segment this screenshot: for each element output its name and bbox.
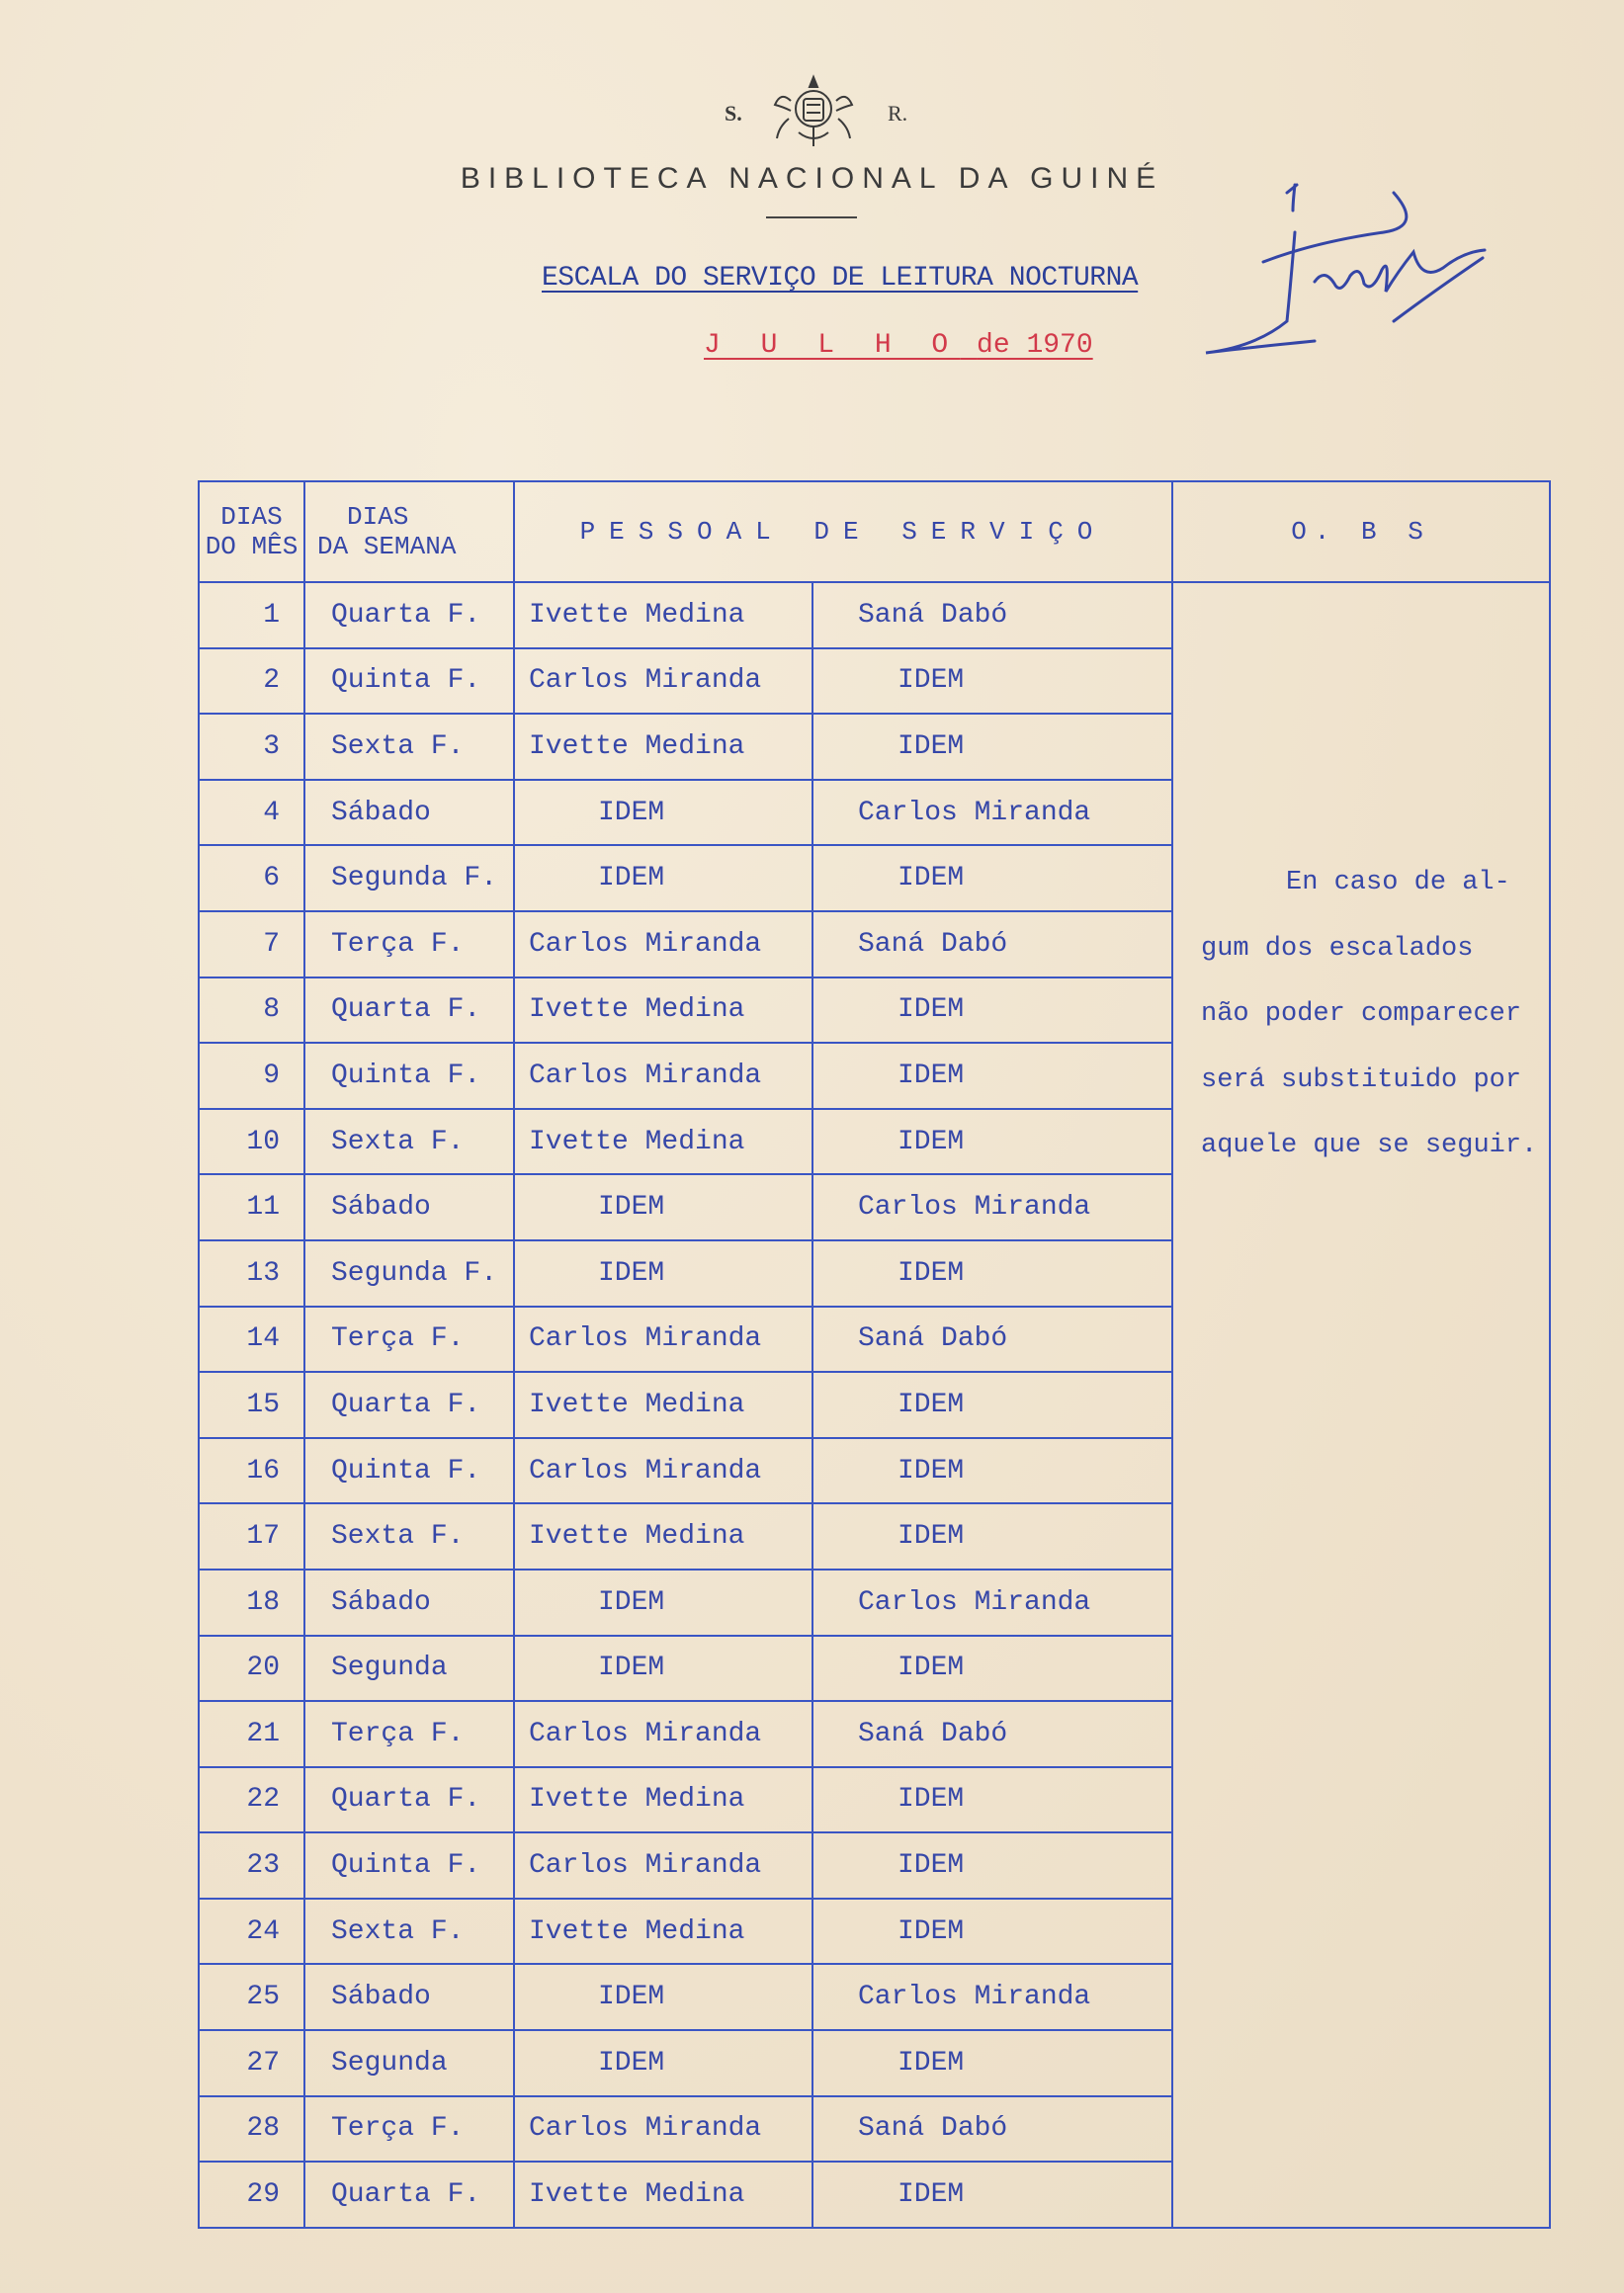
day-of-month: 18 (199, 1570, 304, 1636)
staff-second: IDEM (812, 1240, 1172, 1307)
staff-first: Ivette Medina (514, 1372, 812, 1438)
staff-second: IDEM (812, 1636, 1172, 1702)
staff-first: Carlos Miranda (514, 648, 812, 715)
staff-first: Ivette Medina (514, 1503, 812, 1570)
weekday: Terça F. (304, 2096, 514, 2163)
weekday: Sábado (304, 780, 514, 846)
staff-first: Carlos Miranda (514, 1438, 812, 1504)
staff-second: IDEM (812, 2162, 1172, 2228)
table-header-row (199, 481, 1550, 582)
weekday: Quarta F. (304, 582, 514, 648)
staff-first: IDEM (514, 2030, 812, 2096)
header-dias-da-semana: DIAS DA SEMANA (304, 481, 514, 582)
day-of-month: 29 (199, 2162, 304, 2228)
day-of-month: 13 (199, 1240, 304, 1307)
weekday: Quarta F. (304, 977, 514, 1044)
weekday: Sexta F. (304, 1109, 514, 1175)
header-divider (766, 216, 857, 218)
weekday: Terça F. (304, 911, 514, 977)
staff-first: Carlos Miranda (514, 911, 812, 977)
schedule-table (198, 480, 1551, 2229)
weekday: Segunda F. (304, 1240, 514, 1307)
staff-second: IDEM (812, 2030, 1172, 2096)
month-name: J U L H O (704, 330, 961, 361)
staff-second: Saná Dabó (812, 2096, 1172, 2163)
day-of-month: 1 (199, 582, 304, 648)
coat-of-arms-icon (771, 71, 856, 148)
weekday: Segunda F. (304, 845, 514, 911)
staff-second: IDEM (812, 1767, 1172, 1833)
staff-first: Ivette Medina (514, 714, 812, 780)
weekday: Quinta F. (304, 1438, 514, 1504)
staff-first: Carlos Miranda (514, 1307, 812, 1373)
staff-second: IDEM (812, 648, 1172, 715)
handwritten-signature (1196, 173, 1493, 371)
staff-first: Carlos Miranda (514, 1832, 812, 1899)
weekday: Quinta F. (304, 1043, 514, 1109)
staff-second: Saná Dabó (812, 1307, 1172, 1373)
staff-second: IDEM (812, 1438, 1172, 1504)
staff-first: Carlos Miranda (514, 1701, 812, 1767)
weekday: Quarta F. (304, 2162, 514, 2228)
day-of-month: 11 (199, 1174, 304, 1240)
weekday: Quarta F. (304, 1767, 514, 1833)
staff-first: IDEM (514, 780, 812, 846)
month-heading (704, 330, 1093, 361)
staff-first: IDEM (514, 1964, 812, 2030)
obs-line: gum dos escalados (1201, 933, 1474, 964)
weekday: Quarta F. (304, 1372, 514, 1438)
day-of-month: 23 (199, 1832, 304, 1899)
weekday: Sábado (304, 1174, 514, 1240)
staff-first: Ivette Medina (514, 1109, 812, 1175)
weekday: Sexta F. (304, 1503, 514, 1570)
staff-first: Ivette Medina (514, 1899, 812, 1965)
staff-second: IDEM (812, 1043, 1172, 1109)
staff-second: IDEM (812, 1832, 1172, 1899)
day-of-month: 4 (199, 780, 304, 846)
staff-first: Carlos Miranda (514, 2096, 812, 2163)
day-of-month: 7 (199, 911, 304, 977)
staff-first: Ivette Medina (514, 1767, 812, 1833)
staff-first: IDEM (514, 1174, 812, 1240)
day-of-month: 2 (199, 648, 304, 715)
weekday: Segunda (304, 1636, 514, 1702)
staff-first: IDEM (514, 845, 812, 911)
staff-first: Ivette Medina (514, 2162, 812, 2228)
weekday: Quinta F. (304, 648, 514, 715)
weekday: Sexta F. (304, 1899, 514, 1965)
weekday: Quinta F. (304, 1832, 514, 1899)
library-name: BIBLIOTECA NACIONAL DA GUINÉ (460, 162, 1164, 195)
staff-second: IDEM (812, 845, 1172, 911)
staff-first: Carlos Miranda (514, 1043, 812, 1109)
day-of-month: 21 (199, 1701, 304, 1767)
day-of-month: 28 (199, 2096, 304, 2163)
staff-first: Ivette Medina (514, 977, 812, 1044)
staff-second: Saná Dabó (812, 911, 1172, 977)
day-of-month: 15 (199, 1372, 304, 1438)
day-of-month: 8 (199, 977, 304, 1044)
day-of-month: 20 (199, 1636, 304, 1702)
day-of-month: 27 (199, 2030, 304, 2096)
day-of-month: 14 (199, 1307, 304, 1373)
day-of-month: 17 (199, 1503, 304, 1570)
header-pessoal: PESSOAL DE SERVIÇO (514, 481, 1172, 582)
day-of-month: 6 (199, 845, 304, 911)
weekday: Terça F. (304, 1307, 514, 1373)
staff-second: Saná Dabó (812, 582, 1172, 648)
staff-second: Saná Dabó (812, 1701, 1172, 1767)
day-of-month: 3 (199, 714, 304, 780)
weekday: Sexta F. (304, 714, 514, 780)
weekday: Segunda (304, 2030, 514, 2096)
staff-first: IDEM (514, 1240, 812, 1307)
obs-line: aquele que se seguir. (1201, 1131, 1538, 1160)
staff-second: Carlos Miranda (812, 1174, 1172, 1240)
day-of-month: 9 (199, 1043, 304, 1109)
month-year: de 1970 (977, 330, 1093, 361)
weekday: Sábado (304, 1964, 514, 2030)
emblem-row (0, 71, 1624, 150)
staff-second: IDEM (812, 714, 1172, 780)
obs-line: En caso de al- (1286, 868, 1510, 897)
day-of-month: 16 (199, 1438, 304, 1504)
staff-second: Carlos Miranda (812, 1964, 1172, 2030)
staff-second: IDEM (812, 1503, 1172, 1570)
obs-note (1201, 850, 1557, 1179)
letterhead-r: R. (888, 101, 908, 126)
day-of-month: 25 (199, 1964, 304, 2030)
staff-second: Carlos Miranda (812, 1570, 1172, 1636)
staff-first: IDEM (514, 1636, 812, 1702)
weekday: Sábado (304, 1570, 514, 1636)
staff-first: IDEM (514, 1570, 812, 1636)
document-title: ESCALA DO SERVIÇO DE LEITURA NOCTURNA (542, 263, 1139, 294)
letterhead-s: S. (725, 101, 742, 126)
staff-second: IDEM (812, 1372, 1172, 1438)
obs-column (1172, 582, 1550, 2228)
obs-line: será substituido por (1201, 1064, 1522, 1095)
day-of-month: 10 (199, 1109, 304, 1175)
header-dias-do-mes: DIAS DO MÊS (199, 481, 304, 582)
day-of-month: 24 (199, 1899, 304, 1965)
weekday: Terça F. (304, 1701, 514, 1767)
table-row (199, 582, 1550, 648)
header-obs: O. B S (1172, 481, 1550, 582)
staff-first: Ivette Medina (514, 582, 812, 648)
staff-second: Carlos Miranda (812, 780, 1172, 846)
staff-second: IDEM (812, 1899, 1172, 1965)
staff-second: IDEM (812, 977, 1172, 1044)
staff-second: IDEM (812, 1109, 1172, 1175)
day-of-month: 22 (199, 1767, 304, 1833)
obs-line: não poder comparecer (1201, 999, 1522, 1029)
